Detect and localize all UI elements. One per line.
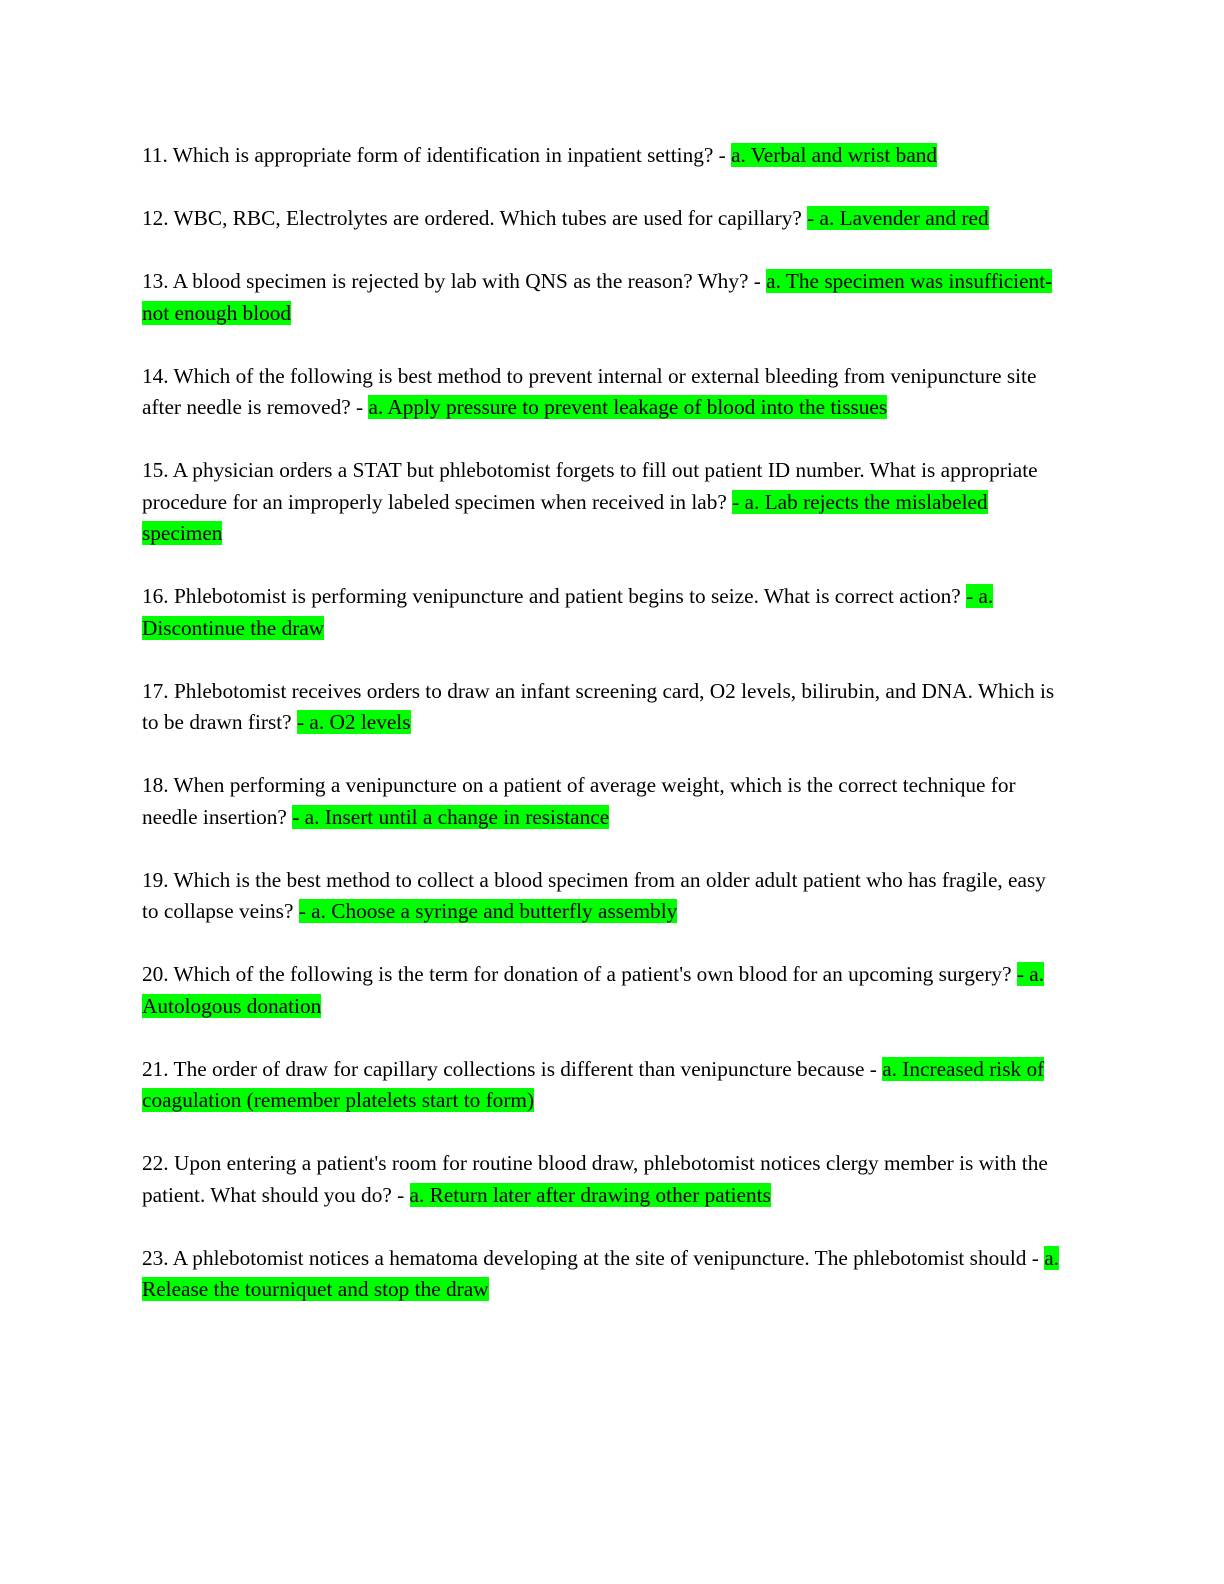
highlighted-answer: - a. Lavender and red [807,206,989,230]
question-text: 18. When performing a venipuncture on a patient of average weight, which is the correct technique for needle insertion? [142,773,1016,829]
question-text: 21. The order of draw for capillary collections is different than venipuncture because - [142,1056,883,1081]
qa-item-23 [142,1243,1067,1306]
highlighted-answer: a. Increased risk of coagulation (remember platelets start to form) [142,1056,1045,1112]
qa-item-19 [142,865,1067,928]
highlighted-answer: a. The specimen was insufficient-not enough blood [142,269,1053,325]
qa-item-15 [142,455,1067,550]
qa-item-20 [142,959,1067,1022]
highlighted-answer: - a. Discontinue the draw [142,584,994,640]
qa-item-16 [142,581,1067,644]
qa-item-11 [142,140,1067,172]
highlighted-answer: - a. O2 levels [296,710,411,734]
highlighted-answer: - a. Insert until a change in resistance [292,804,610,829]
qa-item-21 [142,1054,1067,1117]
qa-item-17 [142,676,1067,739]
question-text: 14. Which of the following is best method to prevent internal or external bleeding from venipuncture site after needle is removed? - [142,363,1037,419]
qa-item-22 [142,1148,1067,1211]
question-text: 12. WBC, RBC, Electrolytes are ordered. Which tubes are used for capillary? [142,206,808,230]
question-text: 13. A blood specimen is rejected by lab with QNS as the reason? Why? - [142,269,767,293]
highlighted-answer: - a. Lab rejects the mislabeled specimen [142,489,988,545]
question-text: 15. A physician orders a STAT but phlebotomist forgets to fill out patient ID number. What is appropriate procedure for an improperly labeled specimen when received in lab? [142,458,1038,514]
highlighted-answer: a. Apply pressure to prevent leakage of blood into the tissues [368,395,888,419]
highlighted-answer: a. Return later after drawing other patients [409,1182,771,1207]
qa-item-13 [142,266,1067,329]
highlighted-answer: a. Release the tourniquet and stop the draw [142,1245,1059,1301]
qa-item-14 [142,361,1067,424]
question-text: 17. Phlebotomist receives orders to draw an infant screening card, O2 levels, bilirubin, and DNA. Which is to be drawn first? [142,678,1055,734]
qa-item-12 [142,203,1067,235]
question-text: 22. Upon entering a patient's room for routine blood draw, phlebotomist notices clergy member is with the patient. What should you do? - [142,1151,1048,1207]
qa-item-18 [142,770,1067,833]
question-text: 16. Phlebotomist is performing venipuncture and patient begins to seize. What is correct action? [142,584,967,608]
question-text: 23. A phlebotomist notices a hematoma developing at the site of venipuncture. The phlebotomist should - [142,1245,1045,1270]
highlighted-answer: - a. Choose a syringe and butterfly assembly [298,899,678,923]
highlighted-answer: a. Verbal and wrist band [731,143,938,167]
question-text: 19. Which is the best method to collect a blood specimen from an older adult patient who has fragile, easy to collapse veins? [142,867,1046,923]
question-text: 11. Which is appropriate form of identification in inpatient setting? - [142,143,732,167]
highlighted-answer: - a. Autologous donation [142,962,1045,1018]
document-page [142,140,1067,1337]
question-text: 20. Which of the following is the term for donation of a patient's own blood for an upcoming surgery? [142,962,1017,986]
